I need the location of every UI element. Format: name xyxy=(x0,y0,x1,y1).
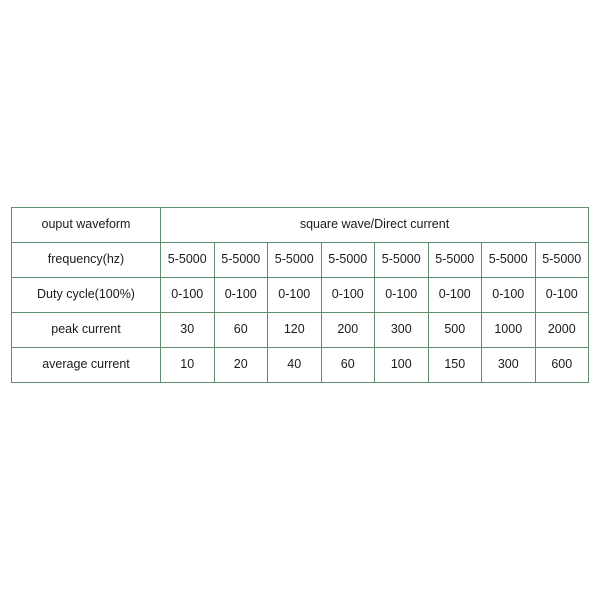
row-label: Duty cycle(100%) xyxy=(12,278,161,313)
table-row xyxy=(12,243,589,278)
table-cell: 5-5000 xyxy=(375,243,429,278)
specification-table-container xyxy=(11,207,589,383)
table-cell: 60 xyxy=(214,313,268,348)
table-cell: 500 xyxy=(428,313,482,348)
table-cell: 0-100 xyxy=(535,278,589,313)
table-cell: 0-100 xyxy=(161,278,215,313)
table-cell: 0-100 xyxy=(214,278,268,313)
table-cell: 1000 xyxy=(482,313,536,348)
table-cell: 0-100 xyxy=(268,278,322,313)
table-cell: 200 xyxy=(321,313,375,348)
row-label: ouput waveform xyxy=(12,208,161,243)
table-cell: 5-5000 xyxy=(161,243,215,278)
table-cell: 5-5000 xyxy=(428,243,482,278)
table-cell: 5-5000 xyxy=(268,243,322,278)
table-cell: 5-5000 xyxy=(535,243,589,278)
table-cell: 0-100 xyxy=(428,278,482,313)
table-cell: 120 xyxy=(268,313,322,348)
table-cell: 0-100 xyxy=(482,278,536,313)
table-cell: 600 xyxy=(535,348,589,383)
table-cell: 5-5000 xyxy=(321,243,375,278)
table-cell: 150 xyxy=(428,348,482,383)
output-waveform-value: square wave/Direct current xyxy=(161,208,589,243)
table-cell: 20 xyxy=(214,348,268,383)
table-cell: 30 xyxy=(161,313,215,348)
table-cell: 0-100 xyxy=(375,278,429,313)
table-cell: 2000 xyxy=(535,313,589,348)
table-row xyxy=(12,313,589,348)
table-cell: 5-5000 xyxy=(214,243,268,278)
table-cell: 5-5000 xyxy=(482,243,536,278)
table-row xyxy=(12,348,589,383)
table-cell: 100 xyxy=(375,348,429,383)
specification-table xyxy=(11,207,589,383)
table-cell: 300 xyxy=(375,313,429,348)
table-cell: 60 xyxy=(321,348,375,383)
row-label: peak current xyxy=(12,313,161,348)
table-cell: 300 xyxy=(482,348,536,383)
table-row xyxy=(12,208,589,243)
table-cell: 0-100 xyxy=(321,278,375,313)
row-label: average current xyxy=(12,348,161,383)
table-cell: 40 xyxy=(268,348,322,383)
table-row xyxy=(12,278,589,313)
row-label: frequency(hz) xyxy=(12,243,161,278)
table-cell: 10 xyxy=(161,348,215,383)
